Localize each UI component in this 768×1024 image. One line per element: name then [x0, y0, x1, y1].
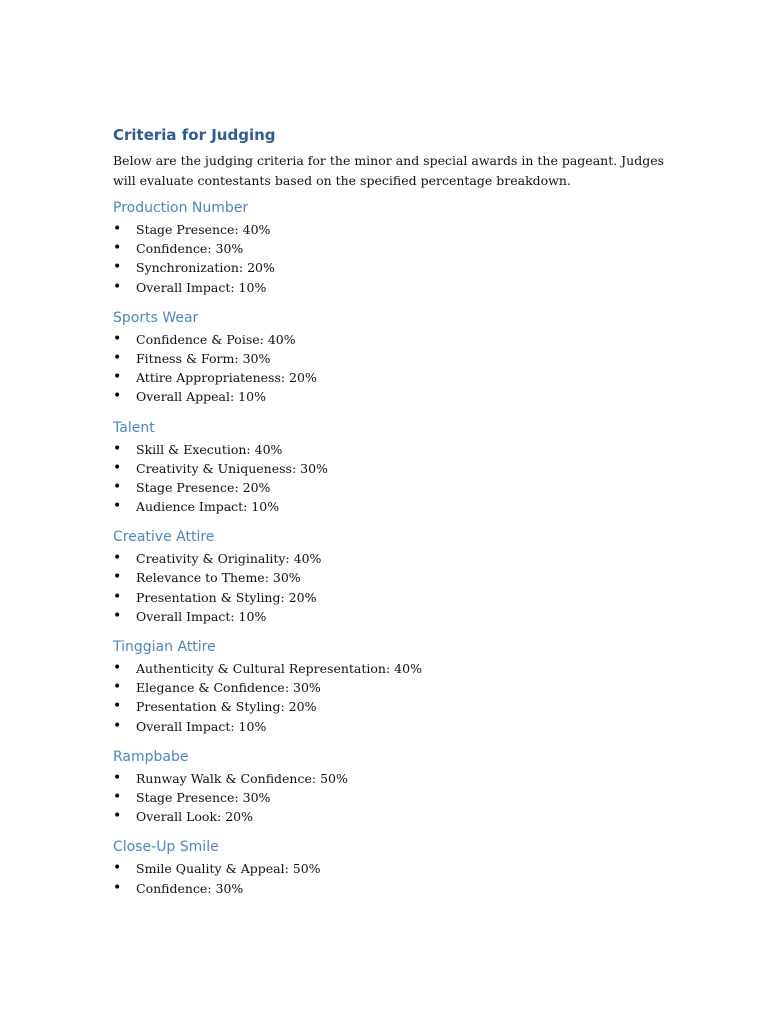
criteria-section	[113, 198, 673, 297]
criteria-section	[113, 747, 673, 827]
bullet-icon: •	[113, 860, 122, 877]
list-item-text: Stage Presence: 30%	[136, 789, 271, 805]
bullet-icon: •	[113, 349, 122, 366]
list-item-text: Runway Walk & Confidence: 50%	[136, 770, 348, 786]
list-item	[113, 678, 673, 697]
section-heading: Talent	[113, 419, 155, 436]
section-heading: Close-Up Smile	[113, 839, 219, 856]
section-heading: Sports Wear	[113, 309, 199, 326]
list-item	[113, 440, 673, 459]
list-item-text: Attire Appropriateness: 20%	[136, 370, 317, 386]
list-item-text: Creativity & Uniqueness: 30%	[136, 460, 328, 476]
list-item-text: Stage Presence: 40%	[136, 222, 271, 237]
list-item	[113, 588, 673, 607]
list-item-text: Skill & Execution: 40%	[136, 441, 283, 457]
list-item	[113, 788, 673, 807]
criteria-list	[113, 769, 673, 827]
list-item	[113, 220, 673, 239]
list-item	[113, 478, 673, 497]
criteria-section	[113, 527, 673, 626]
list-item-text: Overall Impact: 10%	[136, 718, 267, 734]
list-item	[113, 459, 673, 478]
bullet-icon: •	[113, 498, 122, 515]
criteria-section	[113, 308, 673, 407]
list-item	[113, 349, 673, 368]
list-item-text: Presentation & Styling: 20%	[136, 589, 317, 605]
list-item	[113, 497, 673, 516]
list-item-text: Presentation & Styling: 20%	[136, 699, 317, 715]
list-item	[113, 278, 673, 297]
bullet-icon: •	[113, 769, 122, 786]
bullet-icon: •	[113, 698, 122, 715]
bullet-icon: •	[113, 679, 122, 696]
list-item	[113, 769, 673, 788]
bullet-icon: •	[113, 369, 122, 386]
list-item	[113, 330, 673, 349]
list-item	[113, 859, 673, 878]
bullet-icon: •	[113, 440, 122, 457]
list-item	[113, 239, 673, 258]
list-item-text: Overall Appeal: 10%	[136, 389, 266, 405]
bullet-icon: •	[113, 717, 122, 734]
list-item	[113, 549, 673, 568]
section-heading: Tinggian Attire	[113, 639, 216, 655]
bullet-icon: •	[113, 879, 122, 896]
criteria-list	[113, 330, 673, 407]
bullet-icon: •	[113, 259, 122, 276]
document-title: Criteria for Judging	[113, 126, 276, 144]
list-item-text: Overall Impact: 10%	[136, 608, 267, 624]
list-item-text: Elegance & Confidence: 30%	[136, 680, 321, 696]
list-item-text: Synchronization: 20%	[136, 260, 275, 276]
bullet-icon: •	[113, 808, 122, 825]
criteria-list	[113, 859, 673, 897]
bullet-icon: •	[113, 478, 122, 495]
bullet-icon: •	[113, 550, 122, 567]
list-item	[113, 368, 673, 387]
list-item	[113, 258, 673, 277]
bullet-icon: •	[113, 607, 122, 624]
criteria-section	[113, 837, 673, 897]
bullet-icon: •	[113, 388, 122, 405]
list-item-text: Audience Impact: 10%	[136, 499, 280, 515]
bullet-icon: •	[113, 278, 122, 295]
section-heading: Production Number	[113, 200, 249, 216]
document-page	[113, 124, 673, 909]
section-heading: Rampbabe	[113, 748, 189, 765]
list-item	[113, 387, 673, 406]
bullet-icon: •	[113, 588, 122, 605]
criteria-list	[113, 220, 673, 297]
bullet-icon: •	[113, 330, 122, 347]
list-item-text: Smile Quality & Appeal: 50%	[136, 861, 321, 877]
criteria-list	[113, 549, 673, 626]
list-item-text: Confidence & Poise: 40%	[136, 331, 296, 347]
list-item	[113, 659, 673, 678]
bullet-icon: •	[113, 660, 122, 676]
list-item-text: Confidence: 30%	[136, 880, 244, 896]
criteria-list	[113, 659, 673, 736]
list-item-text: Authenticity & Cultural Representation: 40%	[136, 661, 422, 676]
list-item-text: Overall Impact: 10%	[136, 279, 267, 295]
criteria-list	[113, 440, 673, 517]
bullet-icon: •	[113, 240, 122, 257]
intro-paragraph: Below are the judging criteria for the minor and special awards in the pageant. Judges will evaluate contestants based on the specified percentage breakdown.	[113, 153, 665, 188]
bullet-icon: •	[113, 788, 122, 805]
list-item-text: Fitness & Form: 30%	[136, 350, 271, 366]
bullet-icon: •	[113, 459, 122, 476]
criteria-section	[113, 637, 673, 736]
list-item-text: Creativity & Originality: 40%	[136, 551, 322, 567]
bullet-icon: •	[113, 221, 122, 237]
list-item	[113, 568, 673, 587]
list-item-text: Overall Look: 20%	[136, 809, 253, 825]
list-item-text: Relevance to Theme: 30%	[136, 570, 301, 586]
bullet-icon: •	[113, 569, 122, 586]
section-heading: Creative Attire	[113, 529, 215, 546]
list-item-text: Stage Presence: 20%	[136, 479, 271, 495]
list-item	[113, 717, 673, 736]
list-item	[113, 607, 673, 626]
list-item-text: Confidence: 30%	[136, 241, 244, 257]
list-item	[113, 879, 673, 898]
criteria-sections	[113, 198, 673, 898]
list-item	[113, 807, 673, 826]
list-item	[113, 697, 673, 716]
criteria-section	[113, 418, 673, 517]
